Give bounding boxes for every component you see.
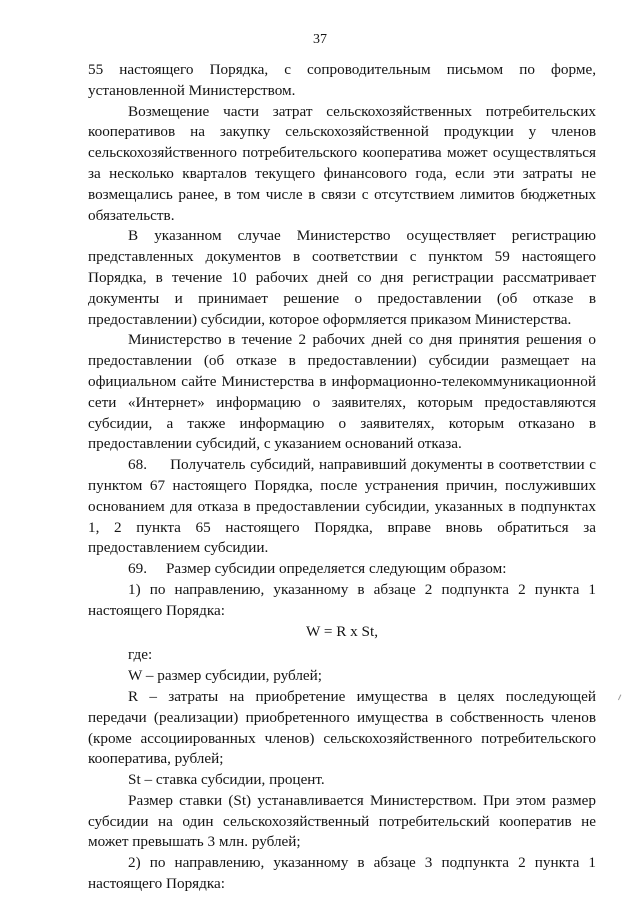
page-number: 37 <box>313 32 327 47</box>
definition-w: W – размер субсидии, рублей; <box>128 667 323 685</box>
paragraph-publication: Министерство в течение 2 рабочих дней со дня принятия решения о предоставлении (об отказе в предоставлении) субсидии размещает на официальном сайте Министерства в информационно-телекоммуникационной сети «Интернет» информацию о заявителях, которым предоставляются субсидии, а также информацию о заявителях, которым отказано в предоставлении субсидий, с указанием оснований отказа. <box>88 331 596 453</box>
paragraph-registration: В указанном случае Министерство осуществляет регистрацию представленных документов в соответствии с пунктом 59 настоящего Порядка, в течение 10 рабочих дней со дня регистрации рассматривает документы и принимает решение о предоставлении (об отказе в предоставлении) субсидии, которое оформляется приказом Министерства. <box>88 227 596 328</box>
definition-st: St – ставка субсидии, процент. <box>128 771 325 789</box>
paragraph-direction-2: 2) по направлению, указанному в абзаце 3 подпункта 2 пункта 1 настоящего Порядка: <box>88 854 596 893</box>
paragraph-rate: Размер ставки (St) устанавливается Министерством. При этом размер субсидии на один сельскохозяйственный потребительский кооператив не может превышать 3 млн. рублей; <box>88 791 596 851</box>
paragraph-continuation: 55 настоящего Порядка, с сопроводительным письмом по форме, установленной Министерством. <box>88 61 596 99</box>
document-body <box>88 60 596 895</box>
definition-r: R – затраты на приобретение имущества в целях последующей передачи (реализации) приобретенного имущества в собственность членов (кроме ассоциированных членов) сельскохозяйственного потребительского кооператива, рублей; <box>88 687 596 768</box>
paragraph-reimbursement: Возмещение части затрат сельскохозяйственных потребительских кооперативов на закупку сельскохозяйственной продукции у членов сельскохозяйственного потребительского кооператива может осуществляться за несколько кварталов текущего финансового года, если эти затраты не возмещались ранее, в том числе в связи с отсутствием лимитов бюджетных обязательств. <box>88 102 596 224</box>
paragraph-direction-1: 1) по направлению, указанному в абзаце 2 подпункта 2 пункта 1 настоящего Порядка: <box>88 580 596 619</box>
formula: W = R x St, <box>306 622 378 640</box>
paragraph-item-68: 68. Получатель субсидий, направивший документы в соответствии с пунктом 67 настоящего Порядка, после устранения причин, послуживших основанием для отказа в предоставлении субсидии, указанных в подпунктах 1, 2 пункта 65 настоящего Порядка, вправе вновь обратиться за предоставлением субсидии. <box>88 456 596 557</box>
scan-mark <box>618 694 624 701</box>
paragraph-item-69: 69. Размер субсидии определяется следующим образом: <box>128 560 507 578</box>
paragraph-where: где: <box>128 646 153 664</box>
